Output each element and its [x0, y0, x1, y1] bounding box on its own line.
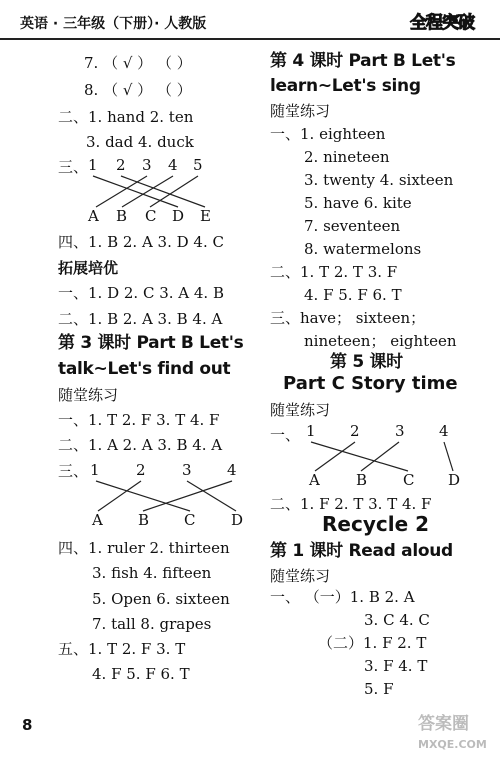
lesson4-q1-8: 8. watermelons: [304, 240, 422, 258]
match2-line-3: [187, 481, 236, 511]
answer-8: 8. （ √ ） （ ）: [84, 81, 192, 99]
lesson3-q2: 二、1. A 2. A 3. B 4. A: [58, 436, 223, 454]
match3-line-2: [315, 442, 355, 471]
match2-bottom-c: C: [184, 511, 196, 529]
recycle2-practice: 随堂练习: [270, 567, 331, 585]
match1-top-3: 3: [142, 156, 152, 174]
match3-top-2: 2: [350, 422, 360, 440]
lesson4-q3-b: nineteen； eighteen: [304, 332, 457, 350]
lesson3-q5-b: 4. F 5. F 6. T: [92, 665, 190, 683]
match2-line-1: [96, 481, 190, 511]
lesson3-q4-d: 7. tall 8. grapes: [92, 615, 212, 633]
lesson3-title: 第 3 课时 Part B Let's: [58, 333, 244, 353]
section-4-answers: 四、1. B 2. A 3. D 4. C: [58, 233, 224, 251]
lesson3-q4-b: 3. fish 4. fifteen: [92, 564, 212, 582]
lesson3-practice: 随堂练习: [58, 386, 119, 404]
lesson4-practice: 随堂练习: [270, 102, 331, 120]
recycle2-title: Recycle 2: [322, 512, 430, 536]
extension-1: 一、1. D 2. C 3. A 4. B: [58, 284, 224, 302]
match2-bottom-a: A: [92, 511, 103, 529]
match1-bottom-a: A: [88, 207, 99, 225]
match2-line-2: [98, 481, 141, 511]
lesson4-subtitle: learn~Let's sing: [270, 76, 421, 96]
match3-top-4: 4: [439, 422, 449, 440]
section-3-label: 三、: [58, 158, 89, 176]
recycle2-lesson1-title: 第 1 课时 Read aloud: [270, 541, 453, 561]
lesson5-title: 第 5 课时: [330, 352, 403, 372]
answer-7: 7. （ √ ） （ ）: [84, 54, 192, 72]
match3-top-3: 3: [395, 422, 405, 440]
extension-2: 二、1. B 2. A 3. B 4. A: [58, 310, 223, 328]
match3-line-4: [444, 442, 453, 471]
lesson4-q1-2: 2. nineteen: [304, 148, 390, 166]
lesson4-q1: 一、1. eighteen: [270, 125, 386, 143]
lesson4-q1-7: 7. seventeen: [304, 217, 401, 235]
recycle2-q1-part1-b: 3. C 4. C: [364, 611, 430, 629]
lesson5-practice: 随堂练习: [270, 401, 331, 419]
recycle2-q1-part1: 一、 （一）1. B 2. A: [270, 588, 415, 606]
lesson4-title: 第 4 课时 Part B Let's: [270, 51, 456, 71]
section-2-answers: 二、1. hand 2. ten: [58, 108, 194, 126]
brand-text: 全程突破: [410, 13, 474, 33]
recycle2-q1-part2-c: 5. F: [364, 680, 394, 698]
lesson4-q2: 二、1. T 2. T 3. F: [270, 263, 398, 281]
lesson3-q1: 一、1. T 2. F 3. T 4. F: [58, 411, 220, 429]
match2-top-4: 4: [227, 461, 237, 479]
lesson3-q4-c: 5. Open 6. sixteen: [92, 590, 230, 608]
match2-top-3: 3: [182, 461, 192, 479]
page-number: 8: [22, 716, 33, 734]
header-title: 英语 · 三年级（下册）· 人教版: [20, 16, 207, 32]
lesson4-q1-3: 3. twenty 4. sixteen: [304, 171, 454, 189]
match1-bottom-d: D: [172, 207, 185, 225]
match1-top-5: 5: [193, 156, 203, 174]
lesson5-q1-label: 一、: [270, 426, 301, 444]
watermark-text: 答案圈: [418, 714, 469, 734]
match1-line-3: [96, 176, 147, 207]
section-2-answers-cont: 3. dad 4. duck: [86, 133, 194, 151]
match2-top-2: 2: [136, 461, 146, 479]
match3-bottom-a: A: [309, 471, 320, 489]
lesson4-q2-b: 4. F 5. F 6. T: [304, 286, 402, 304]
match2-bottom-d: D: [231, 511, 244, 529]
match3-bottom-b: B: [356, 471, 368, 489]
match2-line-4: [143, 481, 232, 511]
lesson3-q4: 四、1. ruler 2. thirteen: [58, 539, 230, 557]
recycle2-q1-part2: （二）1. F 2. T: [318, 634, 427, 652]
lesson4-q3: 三、have； sixteen；: [270, 309, 426, 327]
lesson3-q5: 五、1. T 2. F 3. T: [58, 640, 186, 658]
lesson3-subtitle: talk~Let's find out: [58, 359, 231, 379]
match1-top-2: 2: [116, 156, 126, 174]
lesson4-q1-5: 5. have 6. kite: [304, 194, 412, 212]
lesson5-q2: 二、1. F 2. T 3. T 4. F: [270, 495, 432, 513]
match1-bottom-e: E: [200, 207, 211, 225]
extension-heading: 拓展培优: [58, 259, 119, 277]
match3-bottom-d: D: [448, 471, 461, 489]
watermark-url: MXQE.COM: [418, 738, 487, 751]
recycle2-q1-part2-b: 3. F 4. T: [364, 657, 428, 675]
match1-top-1: 1: [88, 156, 98, 174]
match1-bottom-c: C: [145, 207, 157, 225]
lesson5-subtitle: Part C Story time: [283, 373, 458, 394]
match1-top-4: 4: [168, 156, 178, 174]
match2-top-1: 1: [90, 461, 100, 479]
match1-bottom-b: B: [116, 207, 128, 225]
match1-line-2: [121, 176, 205, 207]
match2-bottom-b: B: [138, 511, 150, 529]
match3-bottom-c: C: [403, 471, 415, 489]
lesson3-q3-label: 三、: [58, 462, 89, 480]
match3-top-1: 1: [306, 422, 316, 440]
